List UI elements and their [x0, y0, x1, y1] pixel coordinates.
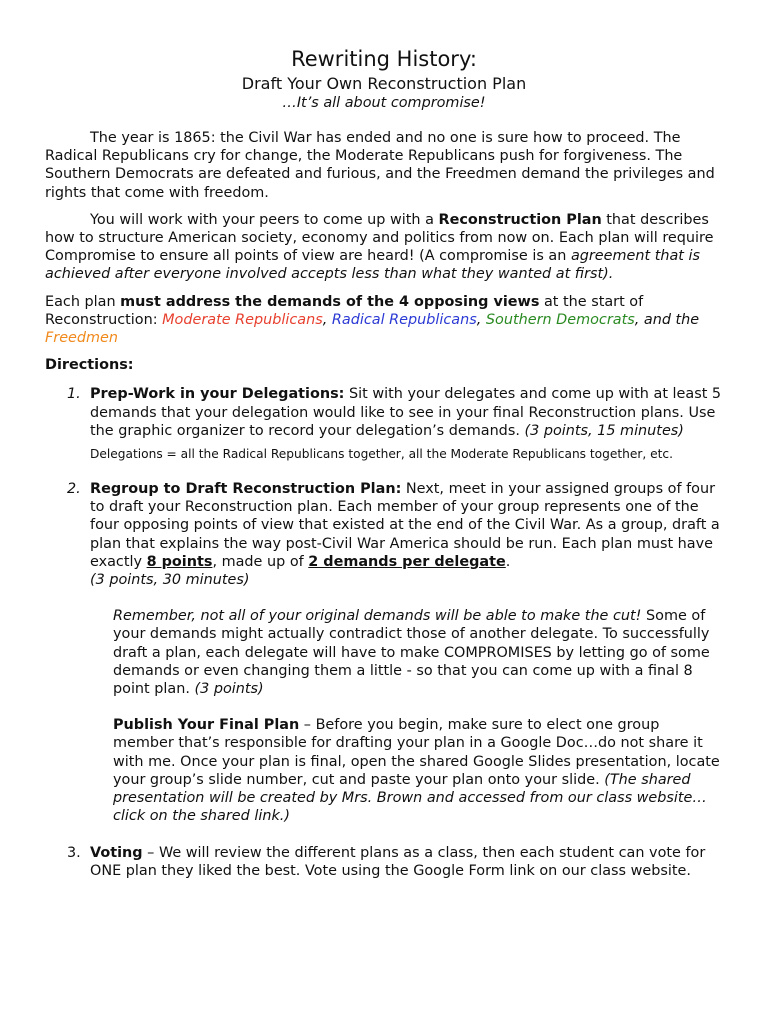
view-freedmen: Freedmen: [45, 330, 119, 347]
page-subtitle: Draft Your Own Reconstruction Plan: [241, 74, 527, 93]
direction-2-text-a: Next, meet in your assigned groups of four to draft your Reconstruction plan. Each member of your group represents one of the four opposing points of view that existed at the end of the Civil War. As a group, draft a plan that explains the way post-Civil War America should be run. Each plan must have exactly: [90, 481, 720, 570]
direction-1-text: Sit with your delegates and come up with at least 5 demands that your delegation would like to see in your final Reconstruction plans. Use the graphic organizer to record your delegation’s demands.: [90, 386, 722, 439]
directions-list: [45, 385, 768, 879]
direction-1-heading: Prep-Work in your Delegations:: [90, 386, 345, 403]
intro-paragraph-1: The year is 1865: the Civil War has ended and no one is sure how to proceed. The Radical Republicans cry for change, the Moderate Republicans push for forgiveness. The Southern Democrats are defeated and furious, and the Freedmen demand the privileges and rights that come with freedom.: [45, 130, 715, 201]
direction-3-text: – We will review the different plans as a class, then each student can vote for ONE plan they liked the best. Vote using the Google Form link on our class website.: [90, 844, 706, 879]
intro-p3-emphasis: must address the demands of the 4 opposing views: [120, 293, 540, 310]
view-separator-1: ,: [322, 311, 332, 328]
direction-2-emphasis-demands: 2 demands per delegate: [308, 553, 506, 570]
publish-heading: Publish Your Final Plan: [113, 717, 300, 734]
direction-2-text-c: .: [505, 553, 511, 570]
direction-3-body: [90, 844, 723, 880]
direction-1-points: (3 points, 15 minutes): [524, 422, 684, 439]
intro-p2-compromise-definition: agreement that is achieved after everyone involved accepts less than what they wanted at first).: [45, 248, 701, 283]
view-moderate-republicans: Moderate Republicans: [162, 311, 323, 328]
view-radical-republicans: Radical Republicans: [331, 311, 477, 328]
direction-2-emphasis-8-points: 8 points: [146, 553, 213, 570]
direction-2-body: [90, 480, 723, 589]
remember-lead: Remember, not all of your original demands will be able to make the cut!: [113, 608, 642, 625]
direction-item-3: [45, 844, 723, 880]
intro-p3-text-a: Each plan: [45, 293, 121, 310]
direction-2-text-b: , made up of: [212, 553, 309, 570]
view-southern-democrats: Southern Democrats: [485, 311, 635, 328]
direction-number-3: 3.: [67, 844, 81, 861]
view-separator-2: ,: [476, 311, 486, 328]
direction-3-heading: Voting: [90, 844, 143, 861]
intro-p2-reconstruction-plan: Reconstruction Plan: [438, 211, 602, 228]
direction-2-points: (3 points, 30 minutes): [90, 572, 250, 589]
direction-1-body: [90, 385, 723, 440]
view-separator-3: , and the: [634, 311, 700, 328]
direction-1-note: Delegations = all the Radical Republicans together, all the Moderate Republicans together, etc.: [90, 447, 673, 462]
direction-item-1: [45, 385, 723, 462]
remember-block: [113, 607, 723, 698]
direction-number-2: 2.: [67, 481, 81, 498]
remember-points: (3 points): [194, 681, 264, 698]
direction-2-heading: Regroup to Draft Reconstruction Plan:: [90, 481, 402, 498]
page-tagline: …It’s all about compromise!: [282, 95, 486, 111]
intro-paragraph-2: [45, 211, 723, 284]
publish-text: – Before you begin, make sure to elect one group member that’s responsible for drafting your plan in a Google Doc…do not share it with me. Once your plan is final, open the shared Google Slides presentation, locate your group’s slide number, cut and paste your plan onto your slide.: [113, 717, 720, 788]
directions-heading: Directions:: [45, 357, 134, 374]
page-title: Rewriting History:: [291, 47, 477, 71]
direction-number-1: 1.: [67, 386, 81, 403]
intro-p2-text-c: that describes how to structure American society, economy and politics from now on. Each plan will require Compromise to ensure all points of view are heard! (A compromise is an: [45, 211, 714, 265]
direction-item-2: [45, 480, 723, 825]
publish-italic-note: (The shared presentation will be created by Mrs. Brown and accessed from our class website…click on the shared link.): [113, 771, 707, 825]
intro-p3-text-c: at the start of Reconstruction:: [45, 293, 644, 328]
remember-text: Some of your demands might actually contradict those of another delegate. To successfully draft a plan, each delegate will have to make COMPROMISES by letting go of some demands or even changing them a little - so that you can come up with a final 8 point plan.: [113, 608, 710, 698]
intro-p2-text-a: You will work with your peers to come up with a: [90, 211, 439, 228]
publish-block: [113, 716, 723, 825]
intro-paragraph-3: [45, 293, 723, 348]
